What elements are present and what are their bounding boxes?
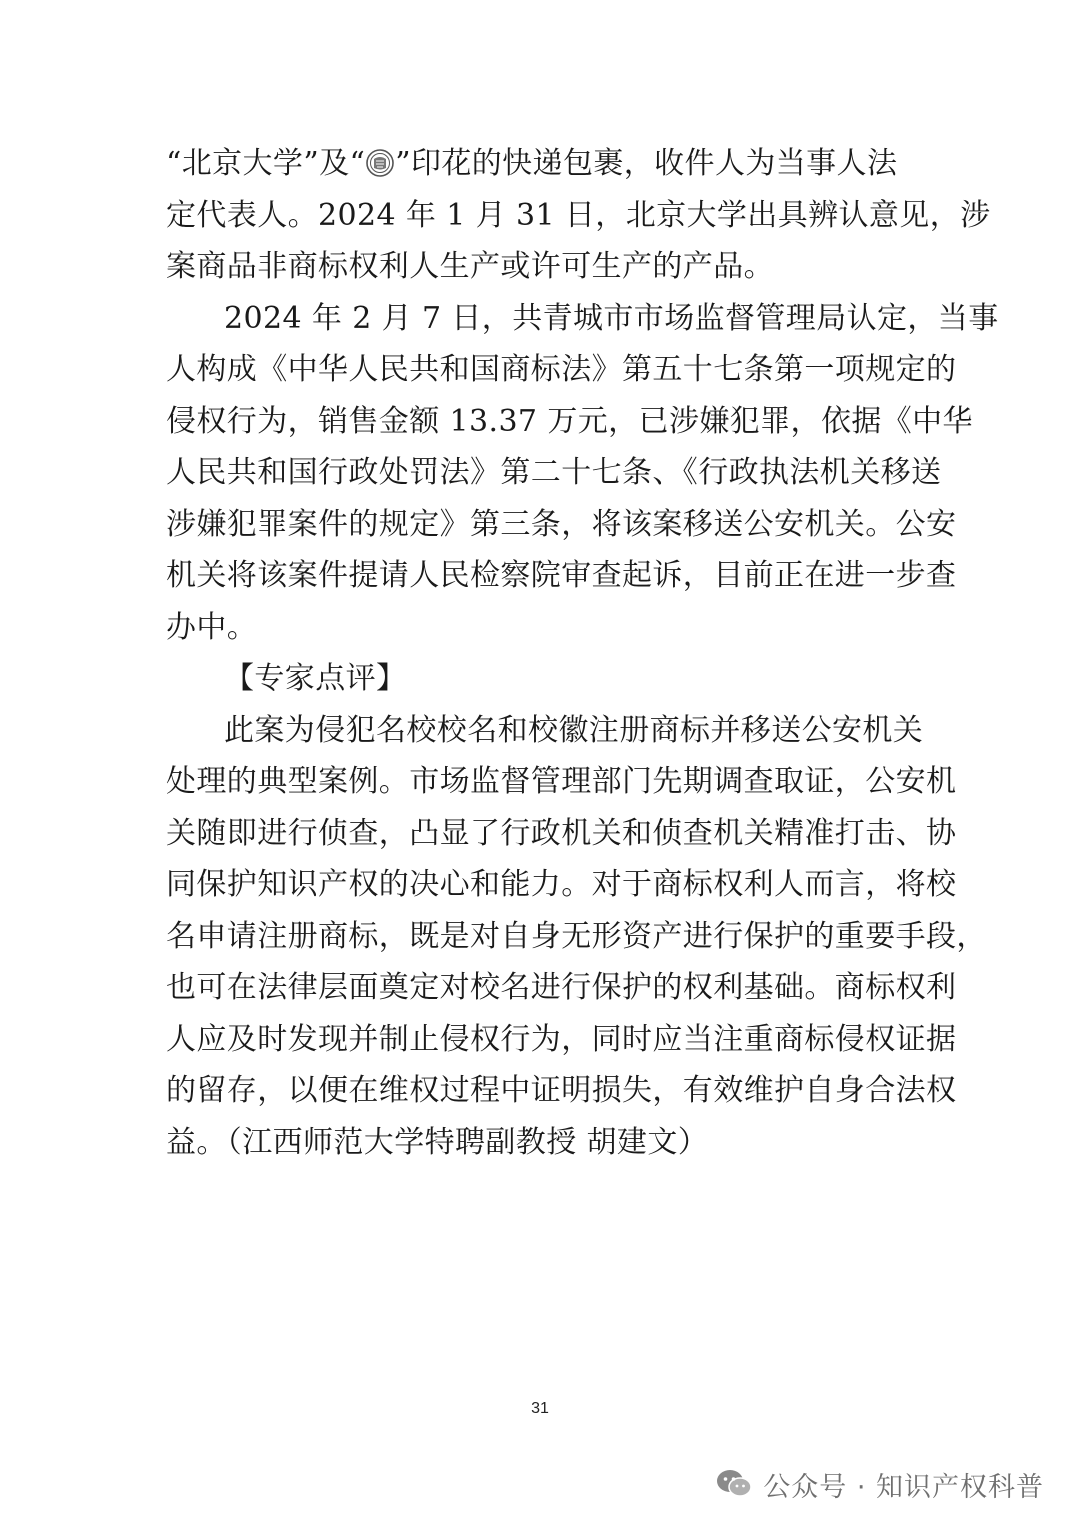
- text-line: 机关将该案件提请人民检察院审查起诉，目前正在进一步查: [166, 558, 957, 593]
- text-line: 名申请注册商标，既是对自身无形资产进行保护的重要手段，: [166, 918, 987, 954]
- text-line: 的留存，以便在维权过程中证明损失，有效维护自身合法权: [166, 1073, 957, 1108]
- text-line: 2024 年 2 月 7 日，共青城市市场监督管理局认定，当事: [224, 300, 999, 336]
- text-line: 益。（江西师范大学特聘副教授 胡建文）: [166, 1124, 709, 1160]
- text-line: 办中。: [166, 609, 258, 645]
- university-emblem-icon: [366, 149, 394, 177]
- text-line: 侵权行为，销售金额 13.37 万元，已涉嫌犯罪，依据《中华: [166, 403, 973, 439]
- text-line: 人民共和国行政处罚法》第二十七条、《行政执法机关移送: [166, 455, 942, 490]
- text-line: “北京大学”及“ ”印花的快递包裹，收件人为当事人法: [166, 146, 898, 181]
- text-line: 人应及时发现并制止侵权行为，同时应当注重商标侵权证据: [166, 1021, 957, 1057]
- text-line: 也可在法律层面奠定对校名进行保护的权利基础。商标权利: [166, 970, 957, 1005]
- text-line: 处理的典型案例。市场监督管理部门先期调查取证，公安机: [166, 764, 957, 799]
- wechat-icon: [715, 1467, 753, 1501]
- watermark-text: 公众号 · 知识产权科普: [763, 1471, 1044, 1503]
- page-number: 31: [531, 1400, 549, 1417]
- text-line: 案商品非商标权利人生产或许可生产的产品。: [166, 249, 774, 284]
- text-line: 同保护知识产权的决心和能力。对于商标权利人而言，将校: [166, 867, 957, 902]
- paragraph-continuation: [166, 138, 991, 293]
- text-line: 此案为侵犯名校校名和校徽注册商标并移送公安机关: [224, 712, 924, 748]
- section-heading: 【专家点评】: [224, 661, 407, 696]
- text-line: 关随即进行侦查，凸显了行政机关和侦查机关精准打击、协: [166, 815, 957, 851]
- text-line: 人构成《中华人民共和国商标法》第五十七条第一项规定的: [166, 352, 957, 387]
- text-line: 涉嫌犯罪案件的规定》第三条，将该案移送公安机关。公安: [166, 506, 957, 542]
- paragraph-expert-comment: [166, 705, 987, 1169]
- text-line: 定代表人。2024 年 1 月 31 日，北京大学出具辨认意见，涉: [166, 197, 991, 233]
- body-text: [166, 138, 999, 1168]
- watermark: [715, 1462, 1044, 1506]
- paragraph-transfer-decision: [166, 293, 999, 654]
